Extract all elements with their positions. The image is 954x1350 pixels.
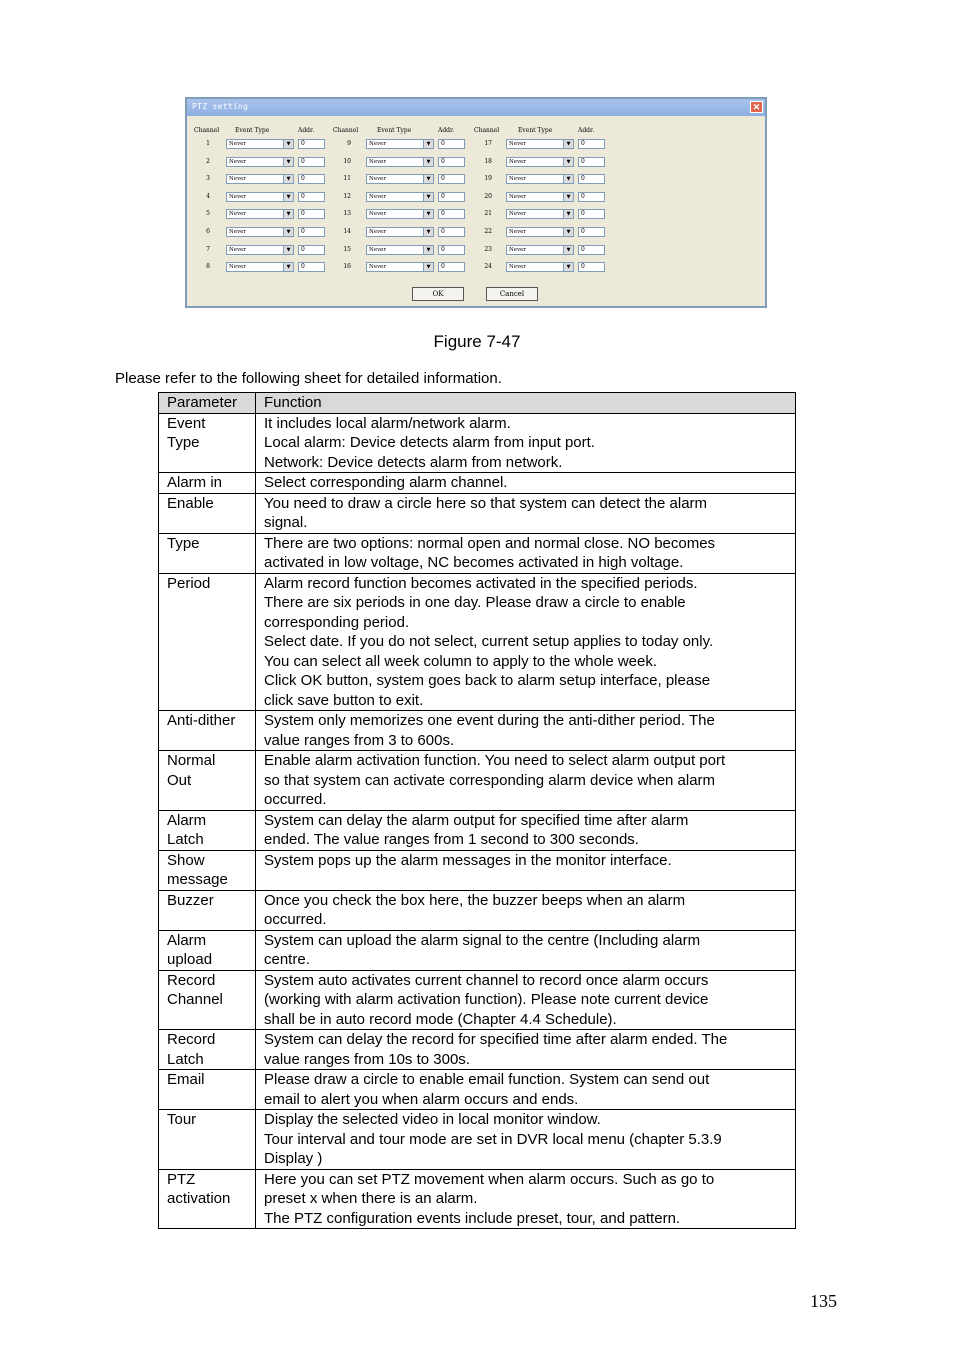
function-line: You need to draw a circle here so that system can detect the alarm: [264, 494, 708, 512]
channel-number: 2: [206, 158, 210, 165]
addr-input[interactable]: 0: [438, 139, 465, 149]
function-line: System can upload the alarm signal to the centre (Including alarm: [264, 931, 701, 949]
column-header: Channel: [474, 127, 500, 134]
addr-input[interactable]: 0: [298, 174, 325, 184]
function-cell: [256, 711, 796, 751]
channel-number: 11: [343, 175, 351, 182]
function-line: You can select all week column to apply to the whole week.: [264, 652, 658, 670]
addr-input[interactable]: 0: [298, 192, 325, 202]
function-line: centre.: [264, 951, 310, 968]
function-line: Click OK button, system goes back to alarm setup interface, please: [264, 672, 711, 689]
parameter-line: Enable: [167, 494, 214, 512]
column-header: Addr.: [298, 127, 315, 134]
header-parameter: Parameter: [159, 393, 256, 414]
dialog-title: PTZ setting: [192, 102, 249, 111]
function-line: It includes local alarm/network alarm.: [264, 414, 511, 432]
event-type-select[interactable]: [506, 209, 574, 219]
event-type-value: Never: [509, 229, 527, 235]
table-header-row: [159, 393, 796, 414]
figure-caption: Figure 7-47: [433, 332, 521, 351]
parameter-line: Anti-dither: [167, 712, 236, 729]
function-line: Enable alarm activation function. You need to select alarm output port: [264, 752, 726, 769]
chevron-down-icon[interactable]: ▼: [423, 140, 433, 148]
table-row: [159, 850, 796, 890]
function-line: Select corresponding alarm channel.: [264, 474, 508, 491]
parameter-line: Buzzer: [167, 891, 214, 909]
function-line: Please draw a circle to enable email function. System can send out: [264, 1071, 710, 1088]
channel-number: 15: [343, 246, 351, 253]
table-row: [159, 533, 796, 573]
addr-input[interactable]: 0: [578, 227, 605, 237]
channel-number: 23: [484, 246, 492, 253]
function-line: occurred.: [264, 911, 327, 928]
event-type-select[interactable]: [226, 139, 294, 149]
addr-input[interactable]: 0: [578, 157, 605, 167]
cancel-button[interactable]: Cancel: [486, 287, 538, 301]
parameter-line: Event: [167, 414, 206, 432]
parameter-cell: [159, 473, 256, 494]
event-type-value: Never: [229, 176, 247, 182]
parameter-cell: [159, 751, 256, 811]
channel-number: 6: [206, 228, 210, 235]
channel-number: 16: [343, 263, 351, 270]
event-type-value: Never: [509, 211, 527, 217]
event-type-select[interactable]: [226, 192, 294, 202]
event-type-select[interactable]: [366, 209, 434, 219]
function-line: signal.: [264, 514, 308, 531]
function-line: Once you check the box here, the buzzer beeps when an alarm: [264, 891, 686, 909]
event-type-select[interactable]: [366, 174, 434, 184]
parameter-cell: [159, 413, 256, 473]
channel-number: 21: [484, 210, 492, 217]
parameter-line: Out: [167, 771, 192, 789]
addr-input[interactable]: 0: [578, 139, 605, 149]
function-cell: [256, 810, 796, 850]
column-header: Channel: [194, 127, 220, 134]
parameter-cell: [159, 1070, 256, 1110]
event-type-select[interactable]: [366, 192, 434, 202]
table-row: [159, 1030, 796, 1070]
function-line: System only memorizes one event during the anti-dither period. The: [264, 712, 715, 729]
table-row: [159, 1169, 796, 1229]
function-line: occurred.: [264, 791, 327, 808]
channel-number: 17: [484, 140, 492, 147]
function-line: Display the selected video in local monitor window.: [264, 1111, 601, 1128]
channel-number: 22: [484, 228, 492, 235]
parameter-cell: [159, 493, 256, 533]
column-header: Event Type: [235, 127, 270, 134]
event-type-select[interactable]: [226, 174, 294, 184]
function-line: preset x when there is an alarm.: [264, 1190, 478, 1207]
addr-input[interactable]: 0: [298, 245, 325, 255]
event-type-select[interactable]: [506, 262, 574, 272]
function-line: System pops up the alarm messages in the monitor interface.: [264, 851, 672, 869]
parameter-line: Record: [167, 1031, 216, 1048]
parameter-cell: [159, 1169, 256, 1229]
parameter-cell: [159, 810, 256, 850]
addr-input[interactable]: 0: [578, 209, 605, 219]
chevron-down-icon[interactable]: ▼: [423, 228, 433, 236]
parameter-line: Email: [167, 1071, 205, 1088]
channel-number: 4: [206, 193, 210, 200]
event-type-select[interactable]: [366, 245, 434, 255]
parameter-cell: [159, 850, 256, 890]
chevron-down-icon[interactable]: ▼: [423, 263, 433, 271]
chevron-down-icon[interactable]: ▼: [563, 193, 573, 201]
function-cell: [256, 533, 796, 573]
channel-number: 20: [484, 193, 492, 200]
chevron-down-icon[interactable]: ▼: [563, 140, 573, 148]
channel-number: 8: [206, 263, 210, 270]
function-cell: [256, 970, 796, 1030]
chevron-down-icon[interactable]: ▼: [283, 158, 293, 166]
function-cell: [256, 1169, 796, 1229]
chevron-down-icon[interactable]: ▼: [283, 228, 293, 236]
table-row: [159, 473, 796, 494]
addr-input[interactable]: 0: [438, 245, 465, 255]
parameter-cell: [159, 533, 256, 573]
function-line: (working with alarm activation function). Please note current device: [264, 991, 709, 1008]
channel-number: 1: [206, 140, 210, 147]
chevron-down-icon[interactable]: ▼: [283, 246, 293, 254]
function-line: value ranges from 10s to 300s.: [264, 1050, 470, 1068]
function-cell: [256, 1070, 796, 1110]
addr-input[interactable]: 0: [298, 209, 325, 219]
channel-number: 5: [206, 210, 210, 217]
function-cell: [256, 413, 796, 473]
parameter-cell: [159, 890, 256, 930]
function-cell: [256, 493, 796, 533]
event-type-value: Never: [229, 159, 247, 165]
parameter-line: upload: [167, 951, 213, 968]
parameter-table: [158, 392, 796, 1229]
event-type-value: Never: [369, 194, 387, 200]
channel-number: 19: [484, 175, 492, 182]
event-type-value: Never: [509, 247, 527, 253]
parameter-line: Record: [167, 971, 216, 989]
chevron-down-icon[interactable]: ▼: [283, 175, 293, 183]
function-line: Select date. If you do not select, current setup applies to today only.: [264, 633, 714, 650]
event-type-value: Never: [369, 159, 387, 165]
table-row: [159, 930, 796, 970]
addr-input[interactable]: 0: [438, 209, 465, 219]
event-type-select[interactable]: [366, 227, 434, 237]
chevron-down-icon[interactable]: ▼: [423, 158, 433, 166]
close-icon[interactable]: ✕: [750, 101, 763, 113]
chevron-down-icon[interactable]: ▼: [563, 210, 573, 218]
event-type-select[interactable]: [506, 139, 574, 149]
channel-number: 12: [343, 193, 351, 200]
function-line: Display ): [264, 1150, 323, 1167]
channel-number: 18: [484, 158, 492, 165]
function-line: click save button to exit.: [264, 691, 424, 709]
function-line: Local alarm: Device detects alarm from input port.: [264, 434, 595, 451]
addr-input[interactable]: 0: [438, 157, 465, 167]
event-type-select[interactable]: [226, 262, 294, 272]
chevron-down-icon[interactable]: ▼: [283, 140, 293, 148]
event-type-value: Never: [369, 229, 387, 235]
channel-number: 10: [343, 158, 351, 165]
channel-number: 3: [206, 175, 210, 182]
event-type-select[interactable]: [366, 139, 434, 149]
addr-input[interactable]: 0: [578, 174, 605, 184]
addr-input[interactable]: 0: [578, 245, 605, 255]
function-cell: [256, 473, 796, 494]
parameter-line: Show: [167, 851, 205, 869]
table-row: [159, 810, 796, 850]
event-type-value: Never: [369, 247, 387, 253]
function-cell: [256, 890, 796, 930]
chevron-down-icon[interactable]: ▼: [283, 210, 293, 218]
table-row: [159, 751, 796, 811]
column-header: Addr.: [578, 127, 595, 134]
chevron-down-icon[interactable]: ▼: [563, 228, 573, 236]
event-type-select[interactable]: [226, 157, 294, 167]
event-type-value: Never: [229, 141, 247, 147]
chevron-down-icon[interactable]: ▼: [283, 263, 293, 271]
event-type-select[interactable]: [366, 262, 434, 272]
event-type-value: Never: [509, 141, 527, 147]
function-line: System can delay the record for specified time after alarm ended. The: [264, 1031, 728, 1048]
chevron-down-icon[interactable]: ▼: [423, 210, 433, 218]
event-type-select[interactable]: [366, 157, 434, 167]
event-type-select[interactable]: [226, 227, 294, 237]
addr-input[interactable]: 0: [438, 174, 465, 184]
parameter-line: Latch: [167, 1050, 204, 1068]
parameter-line: Channel: [167, 991, 223, 1008]
event-type-value: Never: [229, 264, 247, 270]
column-header: Event Type: [377, 127, 412, 134]
event-type-value: Never: [229, 194, 247, 200]
parameter-line: Period: [167, 574, 211, 592]
table-row: [159, 1110, 796, 1170]
parameter-line: message: [167, 871, 228, 888]
event-type-value: Never: [509, 194, 527, 200]
function-cell: [256, 1110, 796, 1170]
function-line: There are six periods in one day. Please draw a circle to enable: [264, 594, 686, 611]
function-line: value ranges from 3 to 600s.: [264, 731, 455, 749]
function-cell: [256, 573, 796, 711]
event-type-value: Never: [509, 264, 527, 270]
event-type-select[interactable]: [226, 209, 294, 219]
ptz-setting-dialog: [185, 97, 767, 308]
chevron-down-icon[interactable]: ▼: [283, 193, 293, 201]
header-function: Function: [256, 393, 796, 414]
event-type-value: Never: [369, 176, 387, 182]
function-cell: [256, 930, 796, 970]
parameter-cell: [159, 930, 256, 970]
parameter-cell: [159, 1030, 256, 1070]
function-line: corresponding period.: [264, 613, 410, 631]
event-type-select[interactable]: [506, 174, 574, 184]
addr-input[interactable]: 0: [578, 262, 605, 272]
intro-text: Please refer to the following sheet for detailed information.: [115, 370, 502, 387]
parameter-cell: [159, 1110, 256, 1170]
page-number: 135: [810, 1291, 837, 1311]
parameter-cell: [159, 573, 256, 711]
addr-input[interactable]: 0: [438, 262, 465, 272]
table-row: [159, 413, 796, 473]
function-line: Here you can set PTZ movement when alarm occurs. Such as go to: [264, 1170, 715, 1188]
event-type-value: Never: [369, 141, 387, 147]
function-line: System auto activates current channel to record once alarm occurs: [264, 971, 709, 989]
table-row: [159, 970, 796, 1030]
dialog-titlebar: [187, 99, 765, 116]
parameter-cell: [159, 970, 256, 1030]
parameter-line: Type: [167, 534, 200, 552]
function-line: shall be in auto record mode (Chapter 4.4 Schedule).: [264, 1010, 617, 1028]
chevron-down-icon[interactable]: ▼: [423, 175, 433, 183]
table-body: [159, 413, 796, 1229]
column-header: Event Type: [518, 127, 553, 134]
event-type-select[interactable]: [506, 227, 574, 237]
addr-input[interactable]: 0: [298, 157, 325, 167]
event-type-select[interactable]: [226, 245, 294, 255]
column-header: Addr.: [438, 127, 455, 134]
parameter-cell: [159, 711, 256, 751]
channel-number: 9: [347, 140, 351, 147]
parameter-line: Tour: [167, 1111, 197, 1128]
function-line: Alarm record function becomes activated in the specified periods.: [264, 574, 698, 592]
table-row: [159, 1070, 796, 1110]
table-row: [159, 573, 796, 711]
chevron-down-icon[interactable]: ▼: [563, 246, 573, 254]
chevron-down-icon[interactable]: ▼: [423, 193, 433, 201]
addr-input[interactable]: 0: [298, 262, 325, 272]
parameter-line: Normal: [167, 752, 216, 769]
parameter-line: PTZ: [167, 1170, 196, 1188]
event-type-select[interactable]: [506, 245, 574, 255]
event-type-value: Never: [509, 159, 527, 165]
addr-input[interactable]: 0: [298, 227, 325, 237]
table-row: [159, 711, 796, 751]
channel-number: 7: [206, 246, 210, 253]
function-line: ended. The value ranges from 1 second to 300 seconds.: [264, 831, 639, 848]
function-cell: [256, 850, 796, 890]
channel-number: 13: [343, 210, 351, 217]
event-type-value: Never: [369, 211, 387, 217]
function-line: email to alert you when alarm occurs and ends.: [264, 1090, 579, 1108]
table-row: [159, 493, 796, 533]
event-type-value: Never: [229, 211, 247, 217]
parameter-line: activation: [167, 1190, 231, 1207]
parameter-line: Alarm: [167, 931, 207, 949]
addr-input[interactable]: 0: [578, 192, 605, 202]
channel-number: 14: [343, 228, 351, 235]
function-line: There are two options: normal open and normal close. NO becomes: [264, 534, 716, 552]
addr-input[interactable]: 0: [298, 139, 325, 149]
parameter-line: Type: [167, 434, 200, 451]
chevron-down-icon[interactable]: ▼: [563, 263, 573, 271]
function-line: The PTZ configuration events include preset, tour, and pattern.: [264, 1209, 681, 1227]
event-type-select[interactable]: [506, 157, 574, 167]
function-line: activated in low voltage, NC becomes activated in high voltage.: [264, 554, 684, 571]
parameter-line: Alarm: [167, 811, 207, 829]
ok-button[interactable]: OK: [412, 287, 464, 301]
addr-input[interactable]: 0: [438, 192, 465, 202]
parameter-line: Latch: [167, 831, 204, 848]
parameter-line: Alarm in: [167, 474, 223, 491]
function-cell: [256, 751, 796, 811]
function-line: Tour interval and tour mode are set in DVR local menu (chapter 5.3.9: [264, 1130, 722, 1148]
column-header: Channel: [333, 127, 359, 134]
channel-number: 24: [484, 263, 492, 270]
chevron-down-icon[interactable]: ▼: [563, 158, 573, 166]
event-type-select[interactable]: [506, 192, 574, 202]
event-type-value: Never: [509, 176, 527, 182]
table-row: [159, 890, 796, 930]
function-line: so that system can activate corresponding alarm device when alarm: [264, 771, 716, 789]
function-line: System can delay the alarm output for specified time after alarm: [264, 811, 689, 829]
function-cell: [256, 1030, 796, 1070]
chevron-down-icon[interactable]: ▼: [563, 175, 573, 183]
event-type-value: Never: [229, 229, 247, 235]
event-type-value: Never: [369, 264, 387, 270]
addr-input[interactable]: 0: [438, 227, 465, 237]
chevron-down-icon[interactable]: ▼: [423, 246, 433, 254]
function-line: Network: Device detects alarm from network.: [264, 453, 563, 471]
event-type-value: Never: [229, 247, 247, 253]
